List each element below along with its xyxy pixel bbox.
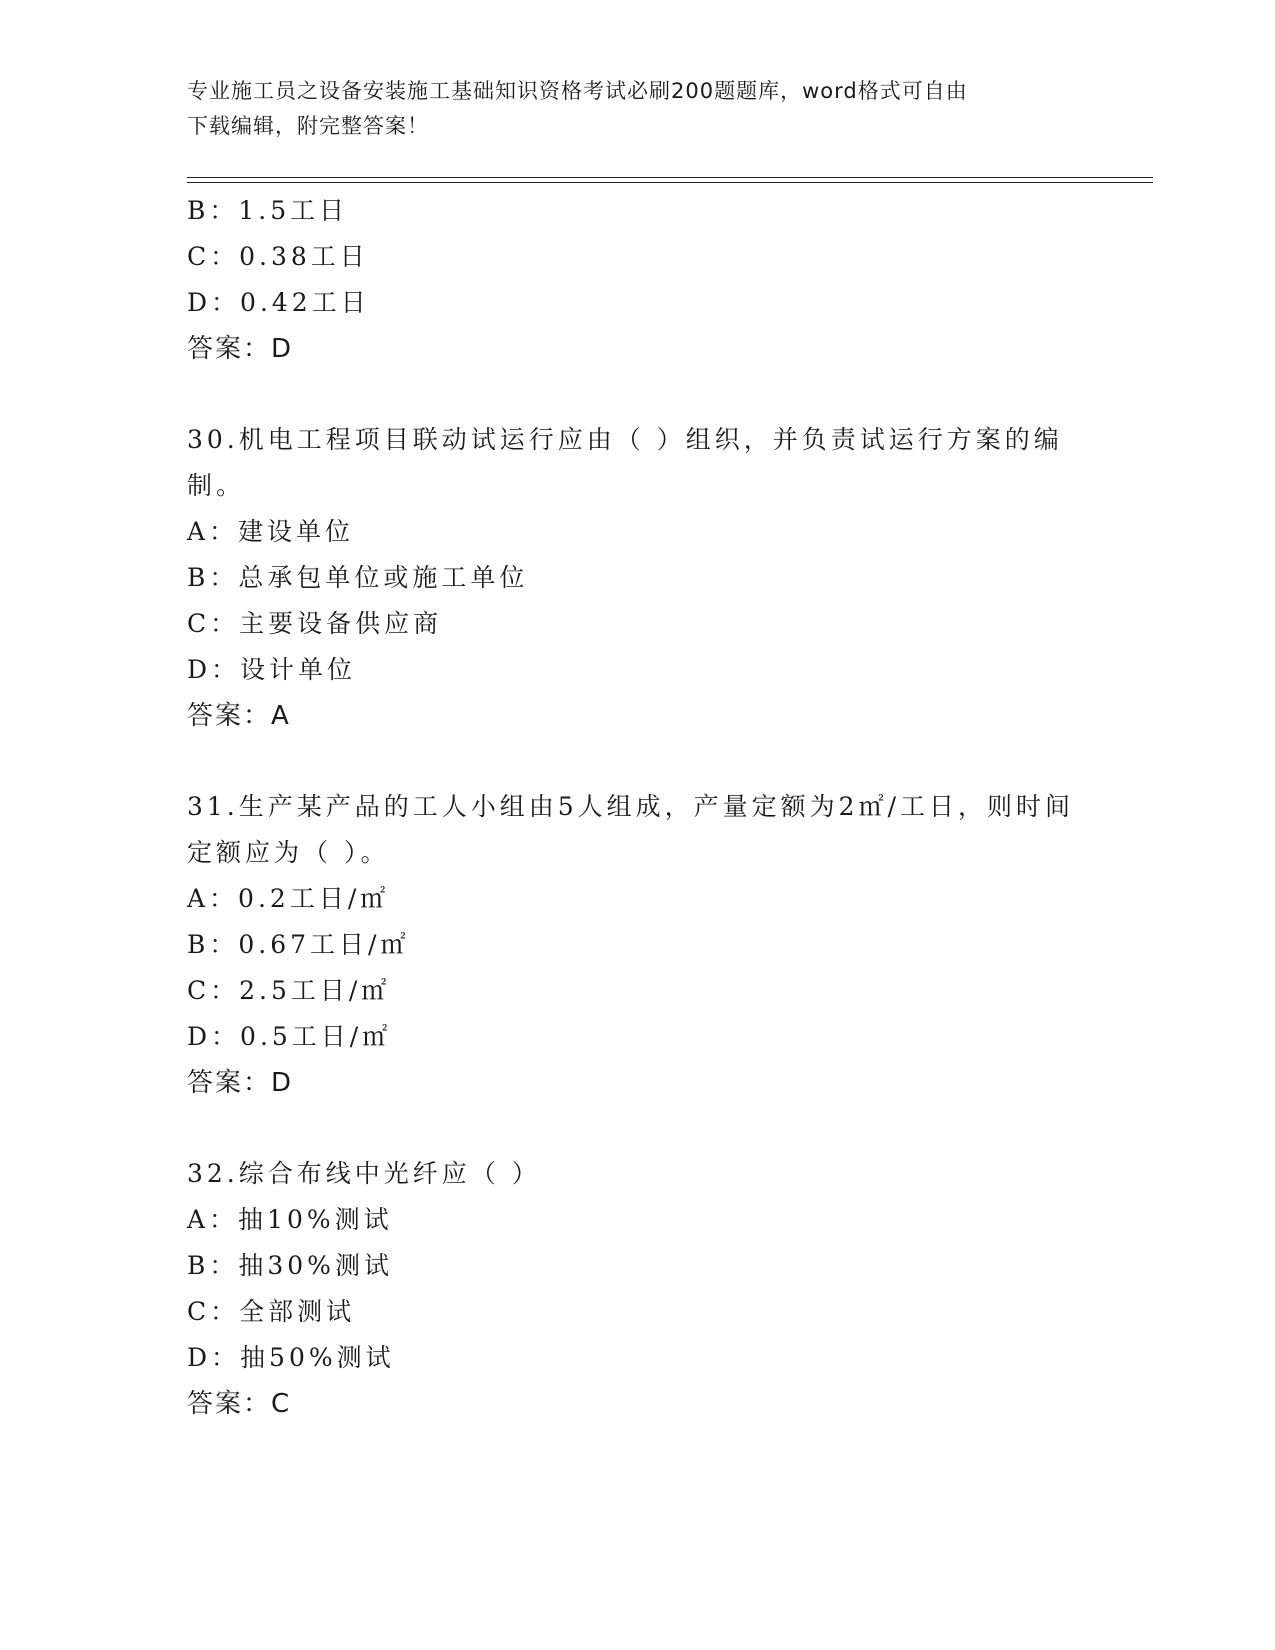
option-a: A：抽10%测试: [187, 1205, 393, 1234]
option-c: C：0.38工日: [187, 242, 369, 271]
option-b: B：1.5工日: [187, 196, 349, 225]
header-line-2: 下载编辑，附完整答案！: [187, 114, 429, 138]
option-c: C：主要设备供应商: [187, 609, 443, 638]
option-d: D：0.5工日/㎡: [187, 1022, 392, 1051]
option-d: D：设计单位: [187, 655, 357, 684]
question-30: [187, 417, 1087, 739]
option-d: D：0.42工日: [187, 288, 370, 317]
option-c: C：全部测试: [187, 1297, 356, 1326]
option-b: B：总承包单位或施工单位: [187, 563, 529, 592]
option-c: C：2.5工日/㎡: [187, 976, 391, 1005]
answer-line: 答案：A: [187, 701, 291, 731]
document-header: [187, 74, 1087, 144]
question-stem: 30.机电工程项目联动试运行应由（ ）组织，并负责试运行方案的编: [187, 425, 1063, 454]
spacer: [187, 372, 1087, 417]
question-stem: 32.综合布线中光纤应（ ）: [187, 1159, 541, 1188]
question-stem-continued: 定额应为（ ）。: [187, 838, 390, 867]
option-a: A：0.2工日/㎡: [187, 884, 390, 913]
header-divider-top: [187, 177, 1153, 178]
option-b: B：抽30%测试: [187, 1251, 393, 1280]
question-29-continued: [187, 188, 1087, 372]
answer-line: 答案：D: [187, 1068, 294, 1098]
question-32: [187, 1151, 1087, 1427]
question-stem: 31.生产某产品的工人小组由5人组成，产量定额为2㎡/工日，则时间: [187, 792, 1074, 821]
answer-line: 答案：C: [187, 1389, 292, 1419]
option-b: B：0.67工日/㎡: [187, 930, 410, 959]
question-31: [187, 784, 1087, 1106]
option-d: D：抽50%测试: [187, 1343, 395, 1372]
option-a: A：建设单位: [187, 517, 355, 546]
answer-line: 答案：D: [187, 334, 294, 364]
header-divider-bottom: [187, 182, 1153, 183]
header-line-1: 专业施工员之设备安装施工基础知识资格考试必刷200题题库，word格式可自由: [187, 79, 968, 103]
spacer: [187, 1106, 1087, 1151]
document-body: [187, 188, 1087, 1427]
spacer: [187, 739, 1087, 784]
question-stem-continued: 制。: [187, 471, 246, 500]
